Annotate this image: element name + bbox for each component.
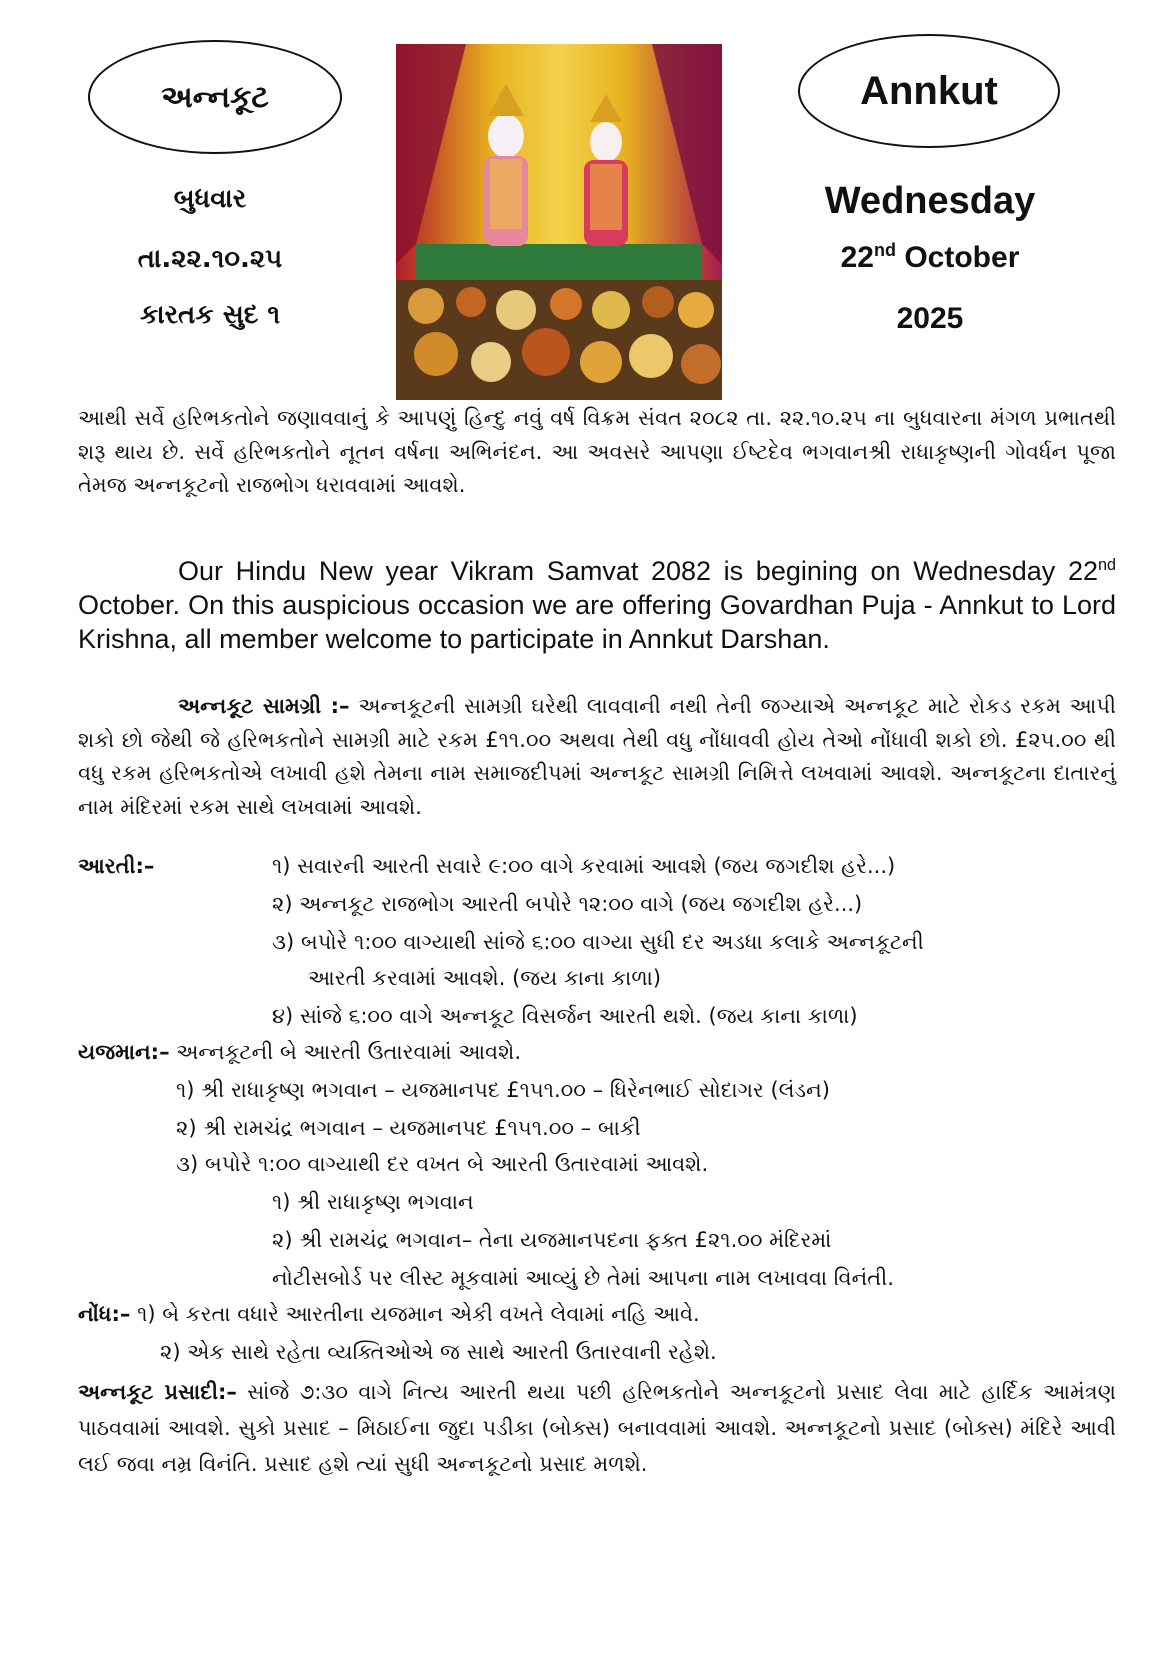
title-gujarati: અન્નકૂટ: [161, 79, 269, 115]
english-date: [780, 240, 1080, 275]
intro-english: [78, 548, 1116, 656]
aarti-item-1: ૧) સવારની આરતી સવારે ૯:૦૦ વાગે કરવામાં આવશે (જય જગદીશ હરે...): [272, 854, 896, 878]
yajman-label: યજમાન:–: [78, 1040, 170, 1064]
title-oval-gujarati: [88, 40, 342, 154]
intro-gujarati: આથી સર્વે હરિભકતોને જણાવવાનું કે આપણું હિન્દુ નવું વર્ષ વિક્રમ સંવત ૨૦૮૨ તા. ૨૨.૧૦.૨૫ ના બુધવારના મંગળ પ્રભાતથી શરૂ થાય છે. સર્વે હરિભકતોને નૂતન વર્ષના અભિનંદન. આ અવસરે આપણા ઈષ્ટદેવ ભગવાનશ્રી રાધાકૃષ્ણની ગોવર્ધન પૂજા તેમજ અન્નકૂટનો રાજભોગ ધરાવવામાં આવશે.: [78, 406, 1116, 497]
title-english: Annkut: [860, 68, 998, 113]
yajman-subitem-1: ૧) શ્રી રાધાકૃષ્ણ ભગવાન: [272, 1190, 474, 1214]
gujarati-tithi: કારતક સુદ ૧: [139, 300, 281, 330]
english-day: Wednesday: [824, 180, 1036, 222]
gujarati-day: બુધવાર: [173, 184, 247, 214]
yajman-item-2: ૨) શ્રી રામચંદ્ર ભગવાન – યજમાનપદ £૧૫૧.૦૦ – બાકી: [176, 1116, 641, 1140]
aarti-item-2: ૨) અન્નકૂટ રાજભોગ આરતી બપોરે ૧૨:૦૦ વાગે (જય જગદીશ હરે...): [272, 892, 863, 916]
date-suffix: nd: [874, 240, 896, 260]
note-item-2: ૨) એક સાથે રહેતા વ્યક્તિઓએ જ સાથે આરતી ઉતારવાની રહેશે.: [160, 1340, 717, 1364]
yajman-subitem-2: ૨) શ્રી રામચંદ્ર ભગવાન– તેના યજમાનપદના ફક્ત £૨૧.૦૦ મંદિરમાં: [272, 1228, 832, 1252]
aarti-item-3: ૩) બપોરે ૧:૦૦ વાગ્યાથી સાંજે ૬:૦૦ વાગ્યા સુધી દર અડધા કલાકે અન્નકૂટની: [272, 930, 924, 954]
aarti-item-4: ૪) સાંજે ૬:૦૦ વાગે અન્નકૂટ વિસર્જન આરતી થશે. (જય કાના કાળા): [272, 1004, 858, 1028]
intro-english-sup: nd: [1097, 556, 1116, 574]
yajman-line: [78, 1034, 521, 1070]
yajman-intro: અન્નકૂટની બે આરતી ઉતારવામાં આવશે.: [169, 1040, 522, 1064]
note-item-1: ૧) બે કરતા વધારે આરતીના યજમાન એકી વખતે લેવામાં નહિ આવે.: [130, 1302, 700, 1326]
deity-photo: [396, 44, 722, 400]
aarti-label: આરતી:–: [78, 854, 155, 878]
intro-english-part2: October. On this auspicious occasion we are offering Govardhan Puja - Annkut to Lord Krishna, all member welcome to participate in Annkut Darshan.: [78, 590, 1116, 654]
yajman-notice: નોટીસબોર્ડ પર લીસ્ટ મૂકવામાં આવ્યું છે તેમાં આપના નામ લખાવવા વિનંતી.: [272, 1266, 894, 1290]
english-year: 2025: [896, 302, 964, 335]
date-number: 22: [840, 241, 874, 274]
yajman-item-1: ૧) શ્રી રાધાકૃષ્ણ ભગવાન – યજમાનપદ £૧૫૧.૦૦ – ધિરેનભાઈ સોદાગર (લંડન): [176, 1078, 830, 1102]
note-line-1: [78, 1296, 700, 1332]
note-label: નોંધ:–: [78, 1302, 131, 1326]
samagri-section: [78, 690, 1116, 824]
samagri-text: અન્નકૂટની સામગ્રી ઘરેથી લાવવાની નથી તેની જગ્યાએ અન્નકૂટ માટે રોકડ રકમ આપી શકો છો જેથી જે હરિભકતોને સામગ્રી માટે રકમ £૧૧.૦૦ અથવા તેથી વધુ નોંધાવવી હોય તેઓ નોંધાવી શકો છો. £૨૫.૦૦ થી વધુ રકમ હરિભકતોએ લખાવી હશે તેમના નામ સમાજદીપમાં અન્નકૂટ સામગ્રી નિમિત્તે લખવામાં આવશે. અન્નકૂટના દાતારનું નામ મંદિરમાં રકમ સાથે લખવામાં આવશે.: [78, 694, 1116, 819]
intro-english-part1: Our Hindu New year Vikram Samvat 2082 is begining on Wednesday 22: [178, 556, 1098, 586]
gujarati-date: તા.૨૨.૧૦.૨૫: [137, 244, 283, 274]
date-month: October: [904, 241, 1020, 274]
yajman-item-3: ૩) બપોરે ૧:૦૦ વાગ્યાથી દર વખત બે આરતી ઉતારવામાં આવશે.: [176, 1152, 709, 1176]
samagri-label: અન્નકૂટ સામગ્રી :–: [178, 694, 350, 718]
prasad-section: [78, 1374, 1116, 1482]
prasad-label: અન્નકૂટ પ્રસાદી:–: [78, 1380, 237, 1404]
title-oval-english: [798, 34, 1060, 148]
prasad-text: સાંજે ૭:૩૦ વાગે નિત્ય આરતી થયા પછી હરિભકતોને અન્નકૂટનો પ્રસાદ લેવા માટે હાર્દિક આમંત્રણ પાઠવવામાં આવશે. સુકો પ્રસાદ – મિઠાઈના જુદા પડીકા (બોક્સ) બનાવવામાં આવશે. અન્નકૂટનો પ્રસાદ (બોક્સ) મંદિરે આવી લઈ જવા નમ્ર વિનંતિ. પ્રસાદ હશે ત્યાં સુધી અન્નકૂટનો પ્રસાદ મળશે.: [78, 1380, 1116, 1476]
aarti-item-3-cont: આરતી કરવામાં આવશે. (જય કાના કાળા): [308, 966, 662, 990]
